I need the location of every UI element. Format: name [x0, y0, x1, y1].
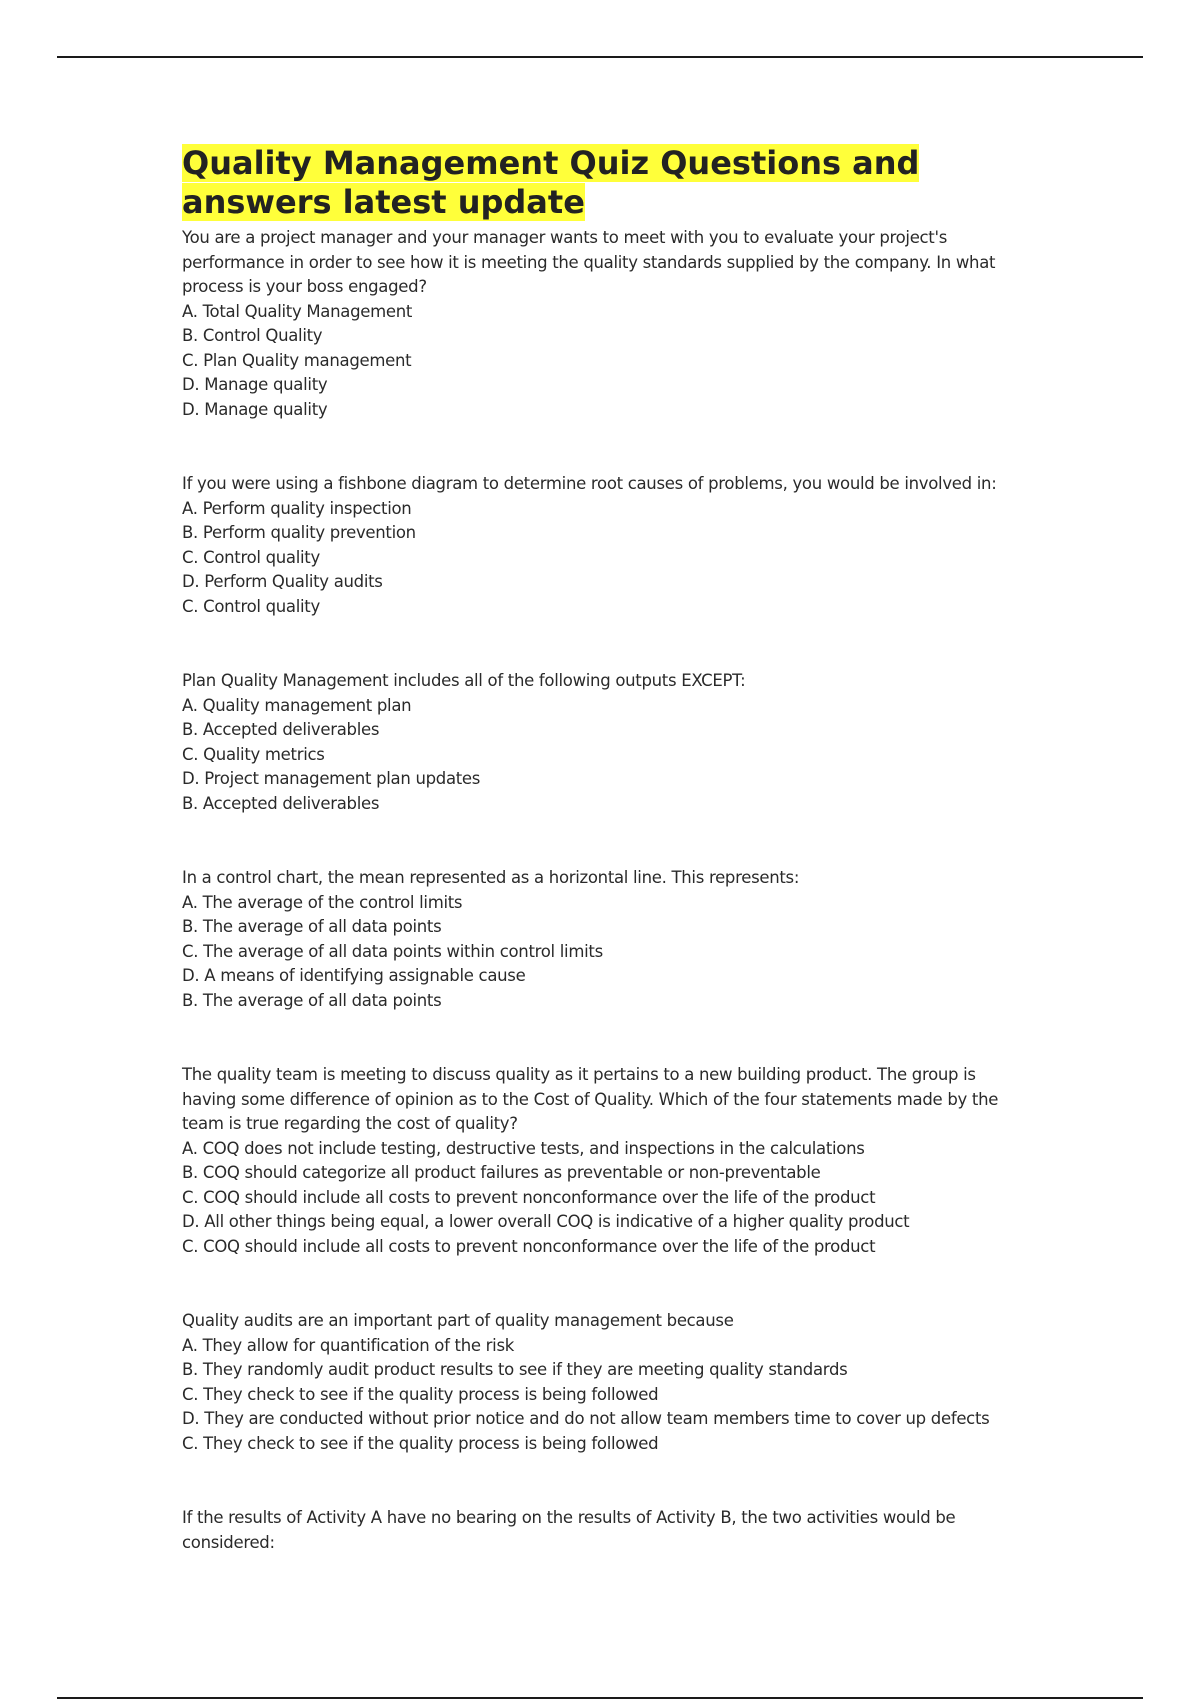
answer-option: D. They are conducted without prior notice and do not allow team members time to cover up defects: [182, 1409, 990, 1428]
correct-answer: C. COQ should include all costs to prevent nonconformance over the life of the product: [182, 1236, 876, 1256]
answer-option: B. Control Quality: [182, 326, 323, 345]
answer-option: A. Total Quality Management: [182, 301, 413, 321]
answer-options: [182, 497, 1042, 595]
answer-option: C. Plan Quality management: [182, 350, 412, 370]
header-rule: [57, 56, 1143, 58]
correct-answer: B. Accepted deliverables: [182, 793, 380, 813]
answer-option: C. Quality metrics: [182, 744, 325, 764]
question-block: [182, 866, 1042, 1013]
question-stem: Quality audits are an important part of quality management because: [182, 1311, 734, 1330]
answer-option: C. COQ should include all costs to prevent nonconformance over the life of the product: [182, 1187, 876, 1207]
question-stem: The quality team is meeting to discuss quality as it pertains to a new building product. The group is having some difference of opinion as to the Cost of Quality. Which of the four statements made by the team is true regarding the cost of quality?: [182, 1065, 1004, 1133]
document-body: [182, 144, 1042, 1605]
answer-option: A. They allow for quantification of the risk: [182, 1335, 515, 1355]
answer-option: B. They randomly audit product results to see if they are meeting quality standards: [182, 1360, 848, 1379]
answer-options: [182, 1334, 1042, 1432]
correct-answer: C. Control quality: [182, 596, 320, 616]
answer-option: C. Control quality: [182, 547, 320, 567]
answer-option: B. COQ should categorize all product failures as preventable or non-preventable: [182, 1163, 821, 1182]
title-line-1: Quality Management Quiz Questions and: [182, 144, 920, 182]
answer-option: D. Perform Quality audits: [182, 572, 383, 591]
answer-option: A. Quality management plan: [182, 695, 412, 715]
title-line-2: answers latest update: [182, 183, 585, 221]
answer-option: D. A means of identifying assignable cause: [182, 966, 526, 985]
answer-option: A. COQ does not include testing, destructive tests, and inspections in the calculations: [182, 1138, 865, 1158]
answer-option: B. The average of all data points: [182, 917, 442, 936]
answer-option: A. The average of the control limits: [182, 892, 463, 912]
question-stem: In a control chart, the mean represented as a horizontal line. This represents:: [182, 868, 800, 887]
answer-options: [182, 1137, 1042, 1235]
question-block: [182, 1063, 1042, 1259]
question-block: [182, 669, 1042, 816]
answer-option: C. They check to see if the quality process is being followed: [182, 1384, 659, 1404]
answer-option: A. Perform quality inspection: [182, 498, 412, 518]
answer-option: B. Accepted deliverables: [182, 720, 380, 739]
correct-answer: D. Manage quality: [182, 399, 328, 419]
document-title: [182, 144, 1042, 222]
question-stem: If the results of Activity A have no bearing on the results of Activity B, the two activities would be considered:: [182, 1508, 961, 1552]
answer-option: C. The average of all data points within control limits: [182, 941, 603, 961]
question-stem: Plan Quality Management includes all of the following outputs EXCEPT:: [182, 671, 746, 690]
answer-options: [182, 891, 1042, 989]
correct-answer: B. The average of all data points: [182, 990, 442, 1010]
answer-option: D. Project management plan updates: [182, 769, 481, 788]
question-block: [182, 226, 1042, 422]
correct-answer: C. They check to see if the quality process is being followed: [182, 1433, 659, 1453]
question-stem: If you were using a fishbone diagram to determine root causes of problems, you would be involved in:: [182, 474, 997, 493]
answer-option: B. Perform quality prevention: [182, 523, 416, 542]
answer-option: D. Manage quality: [182, 375, 328, 394]
answer-options: [182, 300, 1042, 398]
question-block: [182, 1506, 1042, 1555]
answer-options: [182, 694, 1042, 792]
question-block: [182, 1309, 1042, 1456]
question-stem: You are a project manager and your manager wants to meet with you to evaluate your project's performance in order to see how it is meeting the quality standards supplied by the company. In what process is your boss engaged?: [182, 228, 1001, 296]
footer-rule: [57, 1697, 1143, 1699]
question-block: [182, 472, 1042, 619]
answer-option: D. All other things being equal, a lower overall COQ is indicative of a higher quality product: [182, 1212, 910, 1231]
